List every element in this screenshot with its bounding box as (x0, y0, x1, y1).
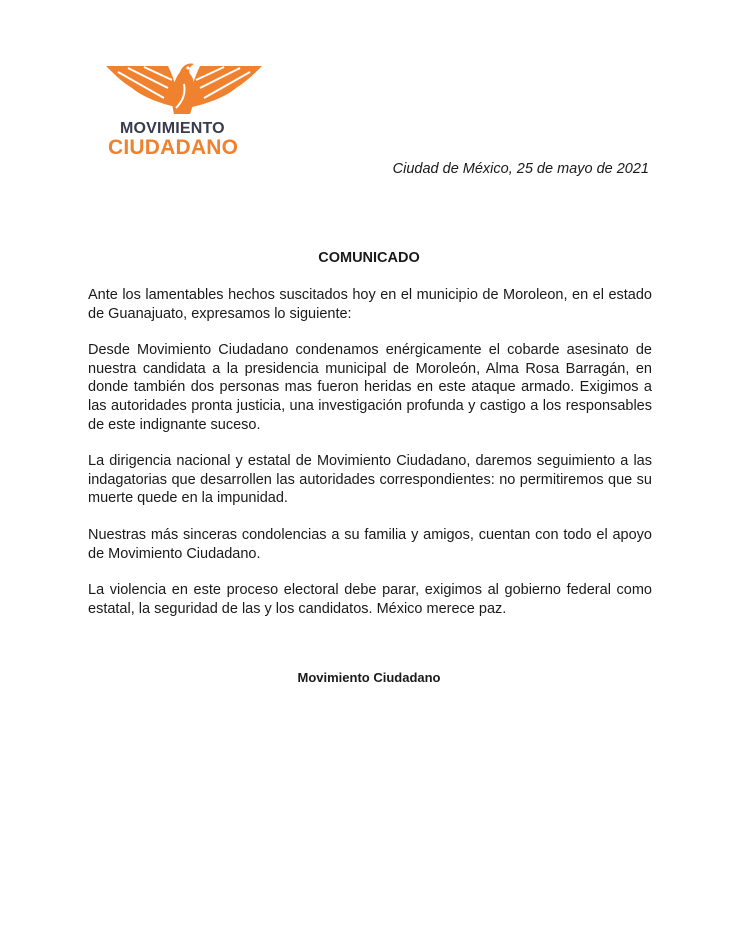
paragraph: Ante los lamentables hechos suscitados hoy en el municipio de Moroleon, en el estado de Guanajuato, expresamos lo siguiente: (88, 287, 652, 322)
signature: Movimiento Ciudadano (297, 670, 441, 685)
document-title: COMUNICADO (318, 250, 420, 266)
paragraph: La dirigencia nacional y estatal de Movimiento Ciudadano, daremos seguimiento a las indagatorias que desarrollen las autoridades correspondientes: no permitiremos que su muerte quede en la impunidad. (88, 453, 652, 507)
paragraph: Desde Movimiento Ciudadano condenamos enérgicamente el cobarde asesinato de nuestra candidata a la presidencia municipal de Moroleón, Alma Rosa Barragán, en donde también dos personas mas fueron heridas en este ataque armado. Exigimos a las autoridades pronta justicia, una investigación profunda y castigo a los responsables de este indignante suceso. (88, 342, 652, 433)
movimiento-ciudadano-logo (104, 58, 264, 162)
eagle-icon (104, 58, 264, 118)
paragraph: La violencia en este proceso electoral debe parar, exigimos al gobierno federal como estatal, la seguridad de las y los candidatos. México merece paz. (88, 582, 652, 617)
dateline: Ciudad de México, 25 de mayo de 2021 (392, 161, 649, 177)
paragraph: Nuestras más sinceras condolencias a su familia y amigos, cuentan con todo el apoyo de Movimiento Ciudadano. (88, 526, 652, 562)
logo-text-ciudadano: CIUDADANO (108, 136, 239, 159)
document-body (88, 286, 652, 636)
logo-text-movimiento: MOVIMIENTO (120, 120, 225, 137)
